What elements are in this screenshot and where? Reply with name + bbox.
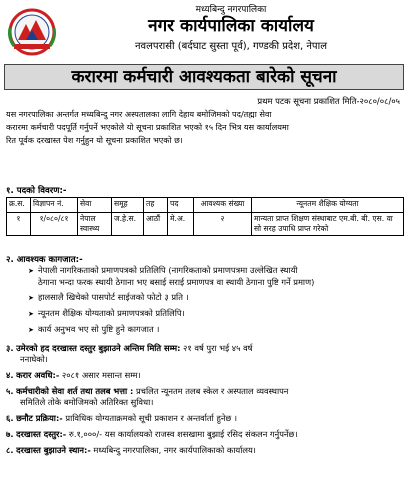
col-header: पद	[168, 198, 194, 213]
col-header: विज्ञापन नं.	[31, 198, 78, 213]
point-item: ६. छनौट प्रक्रिया:- प्राविधिक योग्यताक्रमको सूची प्रकाशन र अन्तर्वार्ता हुनेछ ।	[6, 413, 238, 423]
intro-line: करारमा कर्मचारी पदपूर्ति गर्नुपर्ने भएकोले यो सूचना प्रकाशित भएको १५ दिन भित्र यस कार्यालयमा	[6, 122, 289, 132]
table-cell: ज.हे.स.	[112, 213, 144, 236]
col-header: समूह	[112, 198, 144, 213]
table-cell: आठौं	[144, 213, 168, 236]
col-header: न्यूनतम शैक्षिक योग्यता	[252, 198, 404, 213]
arrow-bullet-icon	[6, 308, 38, 320]
point-continuation: ननाघेको।	[20, 354, 48, 364]
list-item-continuation: ठेगाना भन्दा फरक स्थायी ठेगाना भए बसाई सराई प्रमाणपत्र वा स्थायी ठेगाना पुष्टि गर्ने प्रमाण)	[38, 277, 315, 287]
list-item: ➤कार्य अनुभव भए सो पुष्टि हुने कागजात ।	[6, 324, 404, 336]
point-item: ३. उमेरको हद दरखास्त दस्तुर बुझाउने अन्तिम मिति सम्म: २१ वर्ष पुरा भई ४५ वर्ष	[6, 343, 253, 353]
table-cell: १	[7, 213, 31, 236]
table-cell: नेपाल स्वास्थ्य	[78, 213, 112, 236]
notice-title: करारमा कर्मचारी आवश्यकता बारेको सूचना	[4, 64, 404, 90]
header-office: नगर कार्यपालिका कार्यालय	[148, 16, 314, 36]
section-documents-title: २. आवश्यक कागजात:-	[6, 255, 83, 265]
publish-date: प्रथम पटक सूचना प्रकाशित मिति-२०८०/०८/०५	[257, 96, 400, 106]
header-municipality: मध्यबिन्दु नगरपालिका	[195, 5, 267, 15]
table-cell: २	[194, 213, 252, 236]
list-item: ➤हालसालै खिचेको पासपोर्ट साईजको फोटो ३ प्रति ।	[6, 292, 404, 304]
col-header: तह	[144, 198, 168, 213]
col-header: सेवा	[78, 198, 112, 213]
point-item: ८. दरखास्त बुझाउने स्थान:- मध्यबिन्दु नगरपालिका, नगर कार्यपालिकाको कार्यालय।	[6, 445, 256, 455]
arrow-bullet-icon	[6, 265, 38, 277]
intro-line: रित पूर्वक दरखास्त पेश गर्नुहुन यो सूचना प्रकाशित भएको छ।	[6, 135, 183, 145]
government-emblem-icon	[6, 8, 58, 56]
table-row	[7, 213, 404, 236]
list-item: ➤न्यूनतम शैक्षिक योग्यताको प्रमाणपत्रको प्रतिलिपि।	[6, 308, 404, 320]
intro-line: यस नगरपालिका अन्तर्गत मध्यबिन्दु नगर अस्पतालका लागि देहाय बमोजिमको पद/तह्मा सेवा	[6, 109, 272, 119]
points-list	[6, 343, 404, 456]
table-header-row	[7, 198, 404, 213]
point-item: ७. दरखास्त दस्तुर:- रु.१,०००/- यस कार्यालयको राजस्व शसखामा बुझाई रसिद संकलन गर्नुपर्नेछ।	[6, 429, 298, 439]
point-item: ४. करार अवधि:- २०८१ असार मसान्त सम्म।	[6, 370, 141, 380]
documents-list	[6, 265, 404, 336]
point-continuation: समितिले तोके बमोजिमको अतिरिक्त सुविधा।	[20, 397, 154, 407]
col-header: क्र.स.	[7, 198, 31, 213]
col-header: आवश्यक संख्या	[194, 198, 252, 213]
point-item: ५. कर्मचारीको सेवा शर्त तथा तलब भत्ता : प्रचलित न्यूनतम तलब स्केल र अस्पताल व्यवस्थापन	[6, 386, 289, 396]
table-cell: मान्यता प्राप्त शिक्षण संस्थाबाट एम.बी. बी. एस. वा सो सरह उपाधि प्राप्त गरेको	[252, 213, 404, 236]
list-item: ➤नेपाली नागरिकताको प्रमाणपत्रको प्रतिलिपि (नागरिकताको प्रमाणपत्रमा उल्लेखित स्थायी	[6, 265, 404, 277]
table-cell: मे.अ.	[168, 213, 194, 236]
arrow-bullet-icon	[6, 292, 38, 304]
intro-paragraph	[6, 108, 404, 147]
table-cell: १/०८०/८१	[31, 213, 78, 236]
arrow-bullet-icon	[6, 324, 38, 336]
posts-table	[6, 197, 404, 236]
header-address: नवलपरासी (बर्दघाट सुस्ता पूर्व), गण्डकी प्रदेश, नेपाल	[135, 41, 327, 52]
section-post-details-title: १. पदको विवरण:-	[6, 186, 67, 196]
